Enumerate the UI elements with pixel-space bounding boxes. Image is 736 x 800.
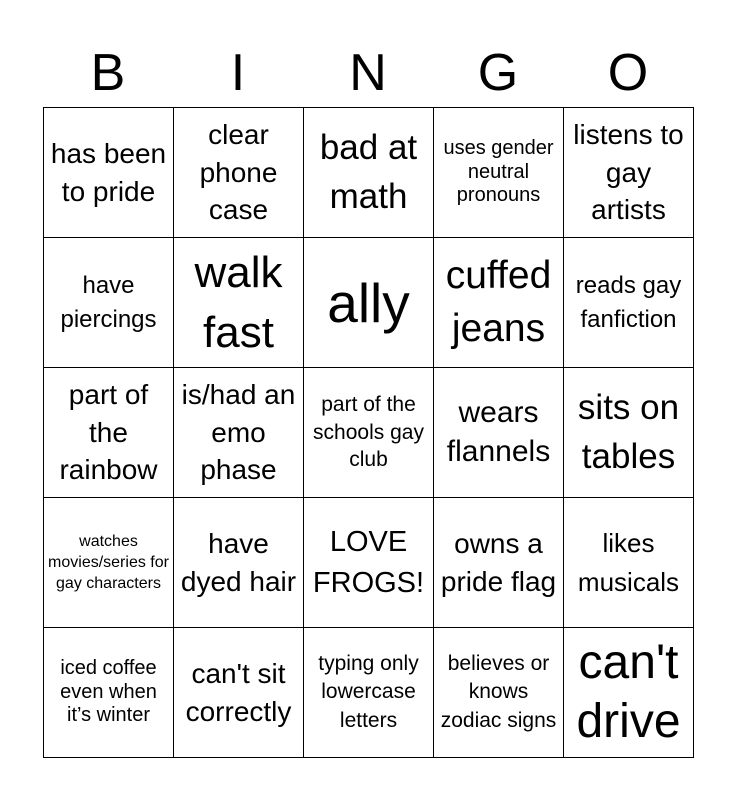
bingo-cell[interactable]: sits on tables	[564, 368, 694, 498]
header-letter-n: N	[349, 44, 387, 102]
bingo-row	[44, 368, 694, 498]
bingo-cell[interactable]: has been to pride	[44, 108, 174, 238]
bingo-cell[interactable]: likes musicals	[564, 498, 694, 628]
bingo-cell[interactable]: listens to gay artists	[564, 108, 694, 238]
bingo-cell[interactable]: owns a pride flag	[434, 498, 564, 628]
bingo-cell[interactable]: uses gender neutral pronouns	[434, 108, 564, 238]
bingo-cell[interactable]: part of the schools gay club	[304, 368, 434, 498]
bingo-cell[interactable]: ally	[304, 238, 434, 368]
bingo-row	[44, 498, 694, 628]
bingo-cell[interactable]: is/had an emo phase	[174, 368, 304, 498]
bingo-cell[interactable]: clear phone case	[174, 108, 304, 238]
header-letter-b: B	[90, 44, 126, 102]
bingo-cell[interactable]: cuffed jeans	[434, 238, 564, 368]
bingo-grid	[43, 107, 694, 758]
bingo-header	[43, 40, 693, 106]
bingo-cell[interactable]: have dyed hair	[174, 498, 304, 628]
bingo-cell[interactable]: wears flannels	[434, 368, 564, 498]
header-letter-o: O	[607, 44, 649, 102]
bingo-cell[interactable]: believes or knows zodiac signs	[434, 628, 564, 758]
bingo-row	[44, 238, 694, 368]
bingo-cell[interactable]: have piercings	[44, 238, 174, 368]
bingo-cell[interactable]: typing only lowercase letters	[304, 628, 434, 758]
header-letter-g: G	[477, 44, 519, 102]
bingo-row	[44, 628, 694, 758]
bingo-cell[interactable]: iced coffee even when it’s winter	[44, 628, 174, 758]
bingo-cell[interactable]: LOVE FROGS!	[304, 498, 434, 628]
bingo-cell[interactable]: part of the rainbow	[44, 368, 174, 498]
bingo-cell[interactable]: can't sit correctly	[174, 628, 304, 758]
bingo-cell[interactable]: watches movies/series for gay characters	[44, 498, 174, 628]
bingo-cell[interactable]: walk fast	[174, 238, 304, 368]
bingo-cell[interactable]: can't drive	[564, 628, 694, 758]
bingo-cell[interactable]: bad at math	[304, 108, 434, 238]
bingo-cell[interactable]: reads gay fanfiction	[564, 238, 694, 368]
header-letter-i: I	[230, 44, 246, 102]
bingo-row	[44, 108, 694, 238]
